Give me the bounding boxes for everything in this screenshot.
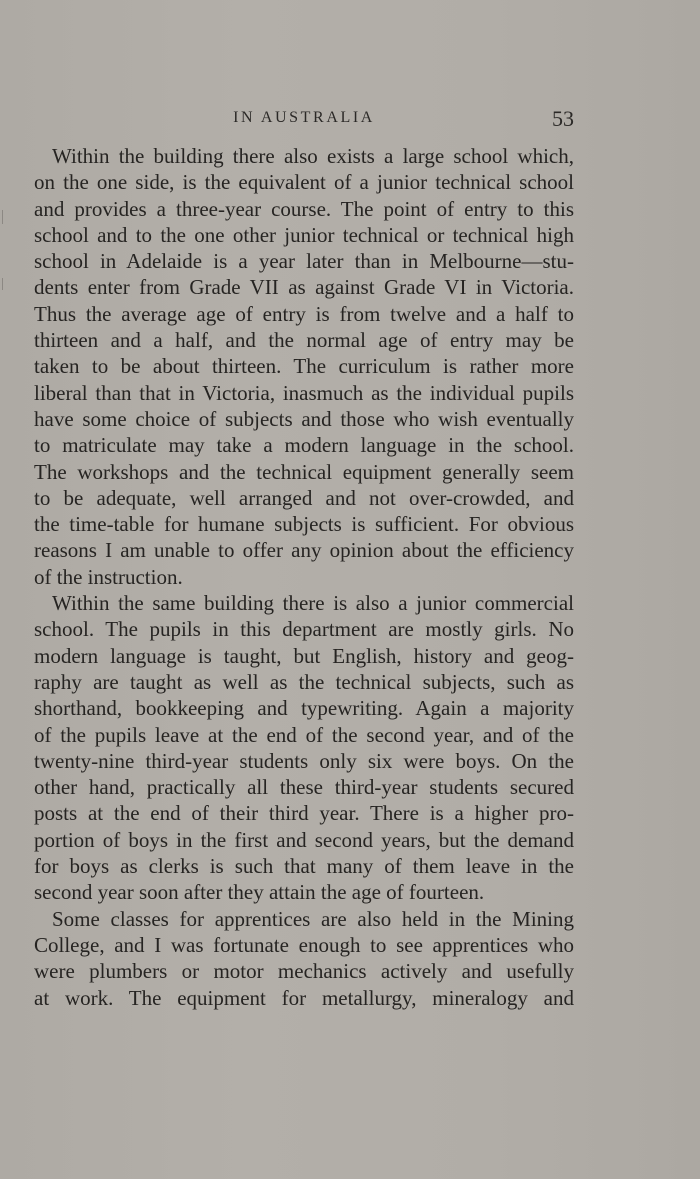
text-line: have some choice of subjects and those who wish eventually — [34, 406, 574, 431]
text-line: the time-table for humane subjects is sufficient. For obvious — [34, 512, 574, 537]
text-line: school and to the one other junior technical or technical high — [34, 222, 574, 247]
text-line: to be adequate, well arranged and not over-crowded, and — [34, 485, 574, 510]
text-line: at work. The equipment for metallurgy, mineralogy and — [34, 985, 574, 1010]
margin-mark — [2, 278, 3, 290]
body-text — [34, 143, 574, 1011]
text-line: shorthand, bookkeeping and typewriting. Again a majority — [34, 696, 574, 721]
text-line: Within the same building there is also a junior commercial — [52, 591, 574, 616]
text-line: reasons I am unable to offer any opinion about the efficiency — [34, 538, 574, 563]
text-line: liberal than that in Victoria, inasmuch as the individual pupils — [34, 380, 574, 405]
text-line: raphy are taught as well as the technical subjects, such as — [34, 669, 574, 694]
text-line: and provides a three-year course. The point of entry to this — [34, 196, 574, 221]
text-line: to matriculate may take a modern language in the school. — [34, 433, 574, 458]
running-head: IN AUSTRALIA — [233, 109, 375, 126]
text-line: posts at the end of their third year. There is a higher pro- — [34, 801, 574, 826]
text-line: Thus the average age of entry is from twelve and a half to — [34, 301, 574, 326]
text-line: on the one side, is the equivalent of a junior technical school — [34, 170, 574, 195]
text-line: of the instruction. — [34, 564, 183, 589]
text-line: modern language is taught, but English, history and geog- — [34, 643, 574, 668]
page-header — [34, 106, 574, 134]
text-line: thirteen and a half, and the normal age of entry may be — [34, 328, 574, 353]
text-line: second year soon after they attain the age of fourteen. — [34, 880, 485, 905]
text-line: other hand, practically all these third-year students secured — [34, 775, 574, 800]
text-line: were plumbers or motor mechanics actively and usefully — [34, 959, 574, 984]
text-line: College, and I was fortunate enough to see apprentices who — [34, 932, 574, 957]
text-line: Within the building there also exists a large school which, — [52, 144, 574, 168]
text-line: The workshops and the technical equipment generally seem — [34, 459, 574, 484]
text-line: taken to be about thirteen. The curriculum is rather more — [34, 354, 574, 379]
text-line: twenty-nine third-year students only six were boys. On the — [34, 748, 574, 773]
text-line: for boys as clerks is such that many of them leave in the — [34, 854, 574, 879]
text-line: portion of boys in the first and second years, but the demand — [34, 827, 574, 852]
text-line: school. The pupils in this department are mostly girls. No — [34, 617, 574, 642]
page-number: 53 — [552, 106, 574, 131]
text-line: dents enter from Grade VII as against Grade VI in Victoria. — [34, 275, 574, 300]
text-line: Some classes for apprentices are also held in the Mining — [52, 906, 574, 931]
margin-mark — [2, 210, 3, 224]
text-line: of the pupils leave at the end of the second year, and of the — [34, 722, 574, 747]
text-line: school in Adelaide is a year later than in Melbourne—stu- — [34, 249, 574, 274]
